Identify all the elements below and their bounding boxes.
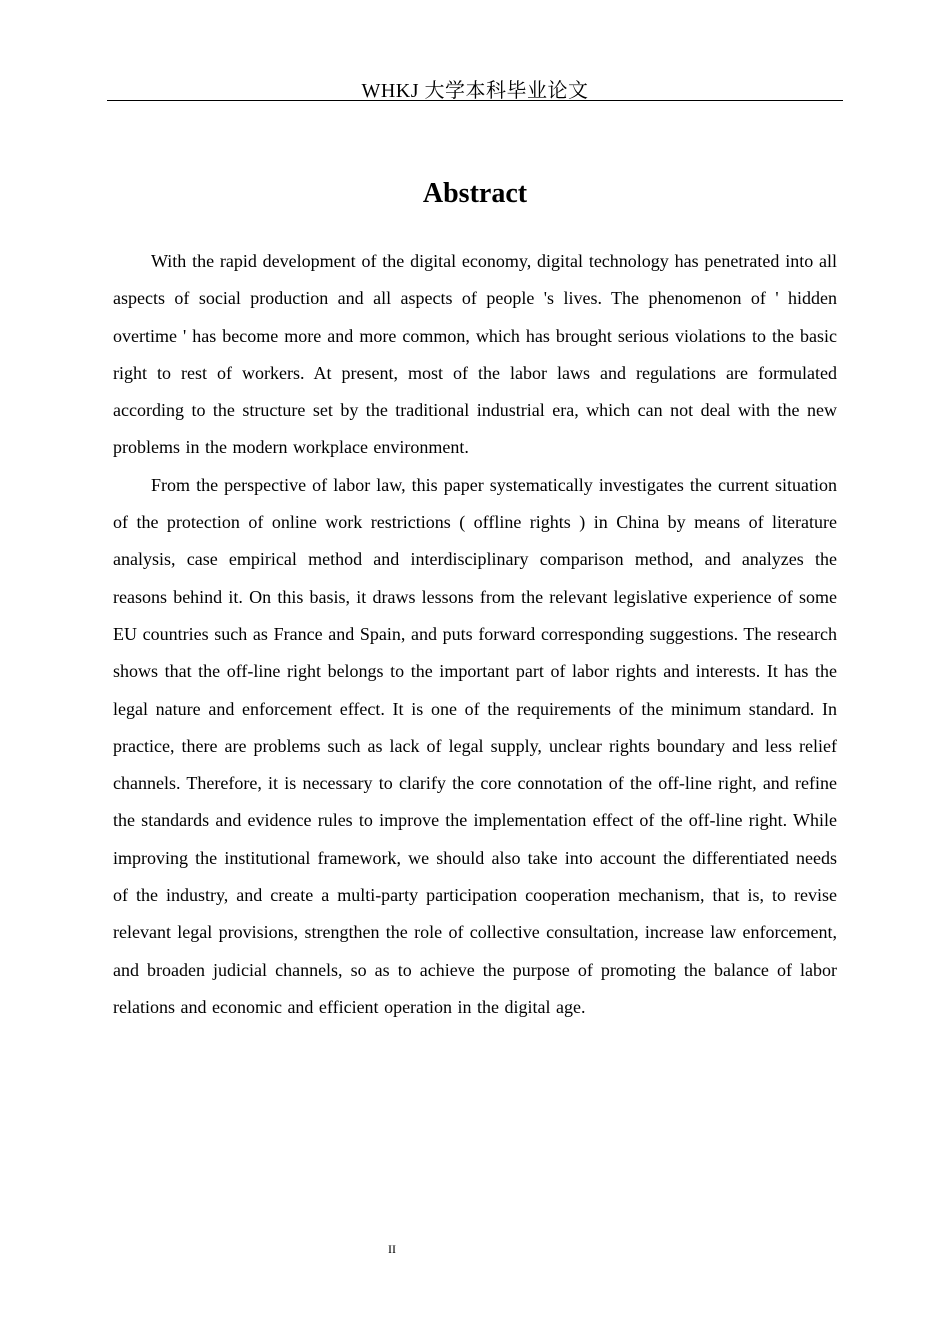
abstract-paragraph-2: From the perspective of labor law, this paper systematically investigates the current situation of the protection of online work restrictions ( offline rights ) in China by means of literature analysis, case empirical method and interdisciplinary comparison method, and analyzes the reasons behind it. On this basis, it draws lessons from the relevant legislative experience of some EU countries such as France and Spain, and puts forward corresponding suggestions. The research shows that the off-line right belongs to the important part of labor rights and interests. It has the legal nature and enforcement effect. It is one of the requirements of the minimum standard. In practice, there are problems such as lack of legal supply, unclear rights boundary and less relief channels. Therefore, it is necessary to clarify the core connotation of the off-line right, and refine the standards and evidence rules to improve the implementation effect of the off-line right. While improving the institutional framework, we should also take into account the differentiated needs of the industry, and create a multi-party participation cooperation mechanism, that is, to revise relevant legal provisions, strengthen the role of collective consultation, increase law enforcement, and broaden judicial channels, so as to achieve the purpose of promoting the balance of labor relations and economic and efficient operation in the digital age. [113, 474, 837, 1017]
page-number: II [388, 1242, 396, 1256]
abstract-body [113, 243, 837, 1026]
running-header [107, 70, 843, 101]
abstract-paragraph-1: With the rapid development of the digital economy, digital technology has penetrated into all aspects of social production and all aspects of people 's lives. The phenomenon of ' hidden overtime ' has become more and more common, which has brought serious violations to the basic right to rest of workers. At present, most of the labor laws and regulations are formulated according to the structure set by the traditional industrial era, which can not deal with the new problems in the modern workplace environment. [113, 251, 837, 458]
header-text: WHKJ 大学本科毕业论文 [361, 80, 589, 102]
abstract-title: Abstract [422, 178, 528, 209]
